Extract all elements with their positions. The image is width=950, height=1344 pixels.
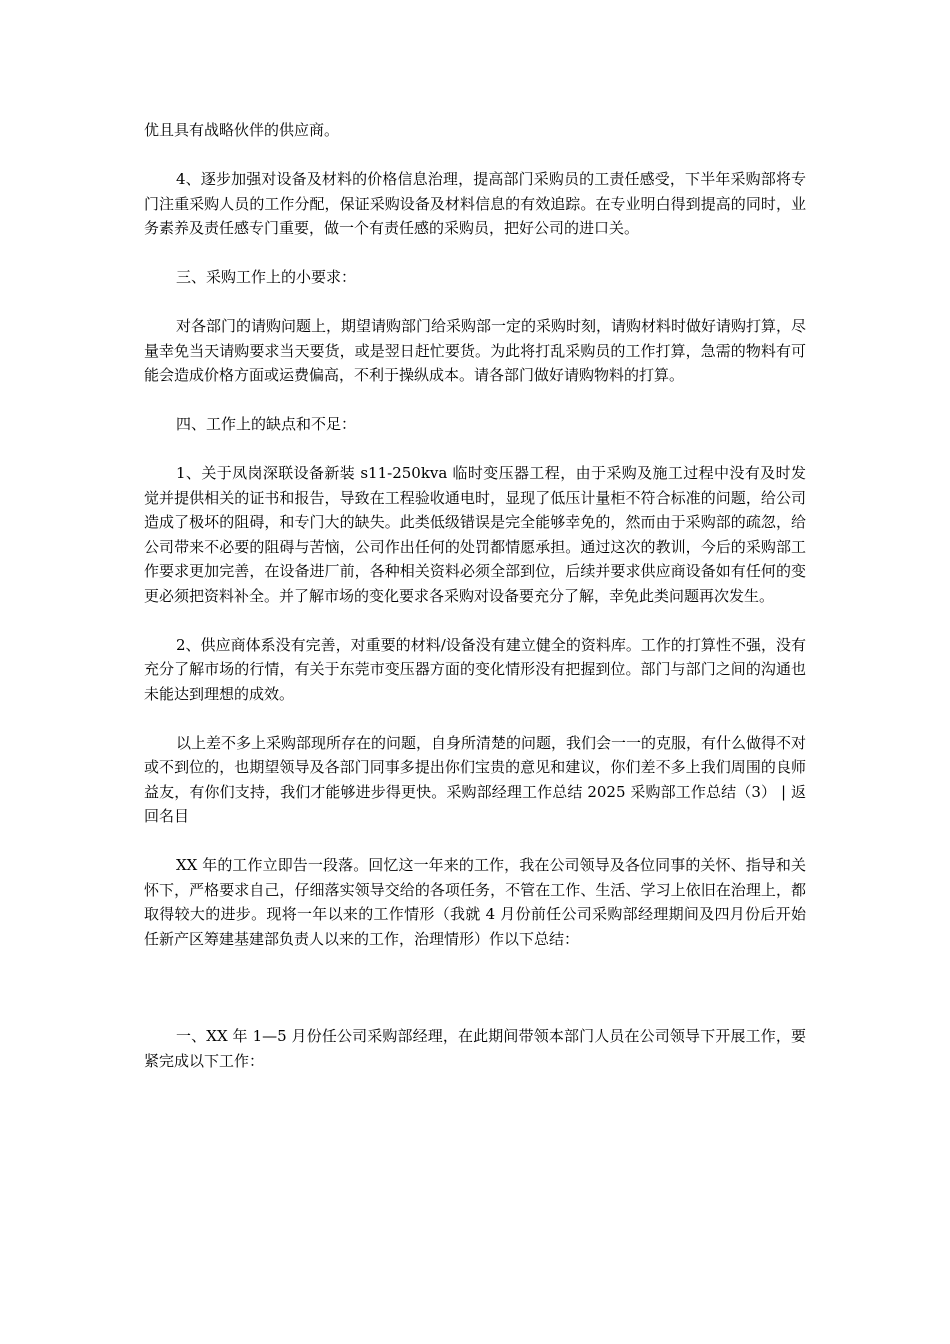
paragraph-summary-closing [144, 731, 806, 829]
paragraph-gap [144, 241, 806, 266]
section-heading-shortcomings: 四、工作上的缺点和不足： [176, 415, 357, 433]
paragraph-year-review: XX 年的工作立即告一段落。回忆这一年来的工作，我在公司领导及各位同事的关怀、指导和关怀下，严格要求自己，仔细落实领导交给的各项任务，不管在工作、生活、学习上依旧在治理上，都取得较大的进步。现将一年以来的工作情形（我就 4 月份前任公司采购部经理期间及四月份后开始任新产区筹建基建部负责人以来的工作，治理情形）作以下总结： [144, 856, 806, 948]
paragraph-gap [144, 437, 806, 462]
return-to-contents-link[interactable]: 返回名目 [144, 782, 806, 825]
paragraph-gap [144, 706, 806, 731]
paragraph-section-one: 一、XX 年 1—5 月份任公司采购部经理，在此期间带领本部门人员在公司领导下开展工作，要紧完成以下工作： [144, 1027, 806, 1070]
paragraph-purchase-requests: 对各部门的请购问题上，期望请购部门给采购部一定的采购时刻，请购材料时做好请购打算，尽量幸免当天请购要求当天要货，或是翌日赶忙要货。为此将打乱采购员的工作打算，急需的物料有可能会造成价格方面或运费偏高，不利于操纵成本。请各部门做好请购物料的打算。 [144, 317, 807, 384]
paragraph-gap [144, 143, 806, 168]
paragraph-gap [144, 829, 806, 854]
paragraph-gap-large [144, 951, 806, 1024]
paragraph-gap [144, 388, 806, 413]
document-page [144, 118, 806, 1073]
paragraph-supplier-system: 2、供应商体系没有完善，对重要的材料/设备没有建立健全的资料库。工作的打算性不强，没有充分了解市场的行情，有关于东莞市变压器方面的变化情形没有把握到位。部门与部门之间的沟通也未能达到理想的成效。 [144, 635, 806, 703]
paragraph-supplier-tail: 优且具有战略伙伴的供应商。 [144, 121, 340, 139]
section-heading-requirements: 三、采购工作上的小要求： [176, 268, 357, 286]
paragraph-gap [144, 608, 806, 633]
summary-closing-text: 以上差不多上采购部现所存在的问题，自身所清楚的问题，我们会一一的克服，有什么做得不对或不到位的，也期望领导及各部门同事多提出你们宝贵的意见和建议，你们差不多上我们周围的良师益友，有你们支持，我们才能够进步得更快。采购部经理工作总结 2025 采购部工作总结（3） | [144, 733, 807, 801]
paragraph-gap [144, 290, 806, 315]
paragraph-price-info-management: 4、逐步加强对设备及材料的价格信息治理，提高部门采购员的工责任感受，下半年采购部将专门注重采购人员的工作分配，保证采购设备及材料信息的有效追踪。在专业明白得到提高的同时，业务素养及责任感专门重要，做一个有责任感的采购员，把好公司的进口关。 [144, 170, 806, 237]
paragraph-transformer-project: 1、关于凤岗深联设备新装 s11-250kva 临时变压器工程，由于采购及施工过程中没有及时发觉并提供相关的证书和报告，导致在工程验收通电时，显现了低压计量柜不符合标准的问题，给公司造成了极坏的阻碍，和专门大的缺失。此类低级错误是完全能够幸免的，然而由于采购部的疏忽，给公司带来不必要的阻碍与苦恼，公司作出任何的处罚都情愿承担。通过这次的教训，今后的采购部工作要求更加完善，在设备进厂前，各种相关资料必须全部到位，后续并要求供应商设备如有任何的变更必须把资料补全。并了解市场的变化要求各采购对设备要充分了解，幸免此类问题再次发生。 [144, 464, 806, 605]
